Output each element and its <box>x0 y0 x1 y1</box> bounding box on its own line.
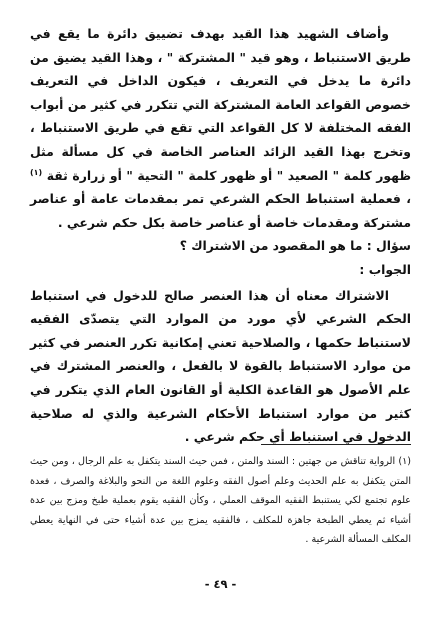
footnote-paragraph <box>30 452 411 550</box>
question-heading: سؤال : ما هو المقصود من الاشتراك ؟ <box>179 238 411 254</box>
answer-label: الجواب : <box>359 261 411 277</box>
footnote-reference: (١) <box>30 167 43 177</box>
answer-paragraph: الاشتراك معناه أن هذا العنصر صالح للدخول في استنباط الحكم الشرعي لأي مورد من الموارد التي يتصدّى الفقيه لاستنباط حكمها ، والصلاحية تعني إمكانية تكرر العنصر في كثير من موارد الاستنباط بالقوة لا بالفعل ، والعنصر المشترك في علم الأصول هو القاعدة الكلية أو القانون العام الذي يتكرر في كثير من موارد استنباط الأحكام الشرعية والذي له صلاحية الدخول في استنباط أي حكم شرعي . <box>30 287 411 445</box>
page-number: - ٤٩ - <box>204 577 237 591</box>
paragraph-1-ending: ، فعملية استنباط الحكم الشرعي تمر بمقدمات عامة أو عناصر مشتركة ومقدمات خاصة أو عناصر خاصة بكل حكم شرعي . <box>30 191 411 230</box>
footnote-text: الرواية تناقش من جهتين : السند والمتن ، فمن حيث السند يتكفل به علم الرجال ، ومن حيث المتن يتكفل به علم الحديث وعلم أصول الفقه وعلوم اللغة من النحو والبلاغة والصرف ، فعدة علوم تجتمع لكي يستنبط الفقيه الموقف العملي ، وكأن الفقيه يقوم بعملية طبخ ومزج بين عدة أشياء ثم يعطي الطبخة جاهزة للمكلف ، فالفقيه يمزج بين عدة أشياء حتى في النهاية يعطي المكلف المسألة الشرعية . <box>30 456 411 545</box>
footnote <box>30 452 411 550</box>
footnote-marker: (١) <box>398 456 411 467</box>
footnote-divider <box>261 444 411 445</box>
paragraph-1-text: وأضاف الشهيد هذا القيد بهدف تضييق دائرة ما يقع في طريق الاستنباط ، وهو قيد " المشتركة " ، وهذا القيد يضيق من دائرة ما يدخل في التعريف ، فيكون الداخل في التعريف خصوص القواعد العامة المشتركة التي تتكرر في كثير من أبواب الفقه المختلفة لا كل القواعد التي تقع في طريق الاستنباط ، وتخرج بهذا القيد الزائد العناصر الخاصة في كل مسألة مثل ظهور كلمة " الصعيد " أو ظهور كلمة " التحية " أو زرارة ثقة <box>30 26 411 183</box>
footnote-area <box>30 0 411 623</box>
